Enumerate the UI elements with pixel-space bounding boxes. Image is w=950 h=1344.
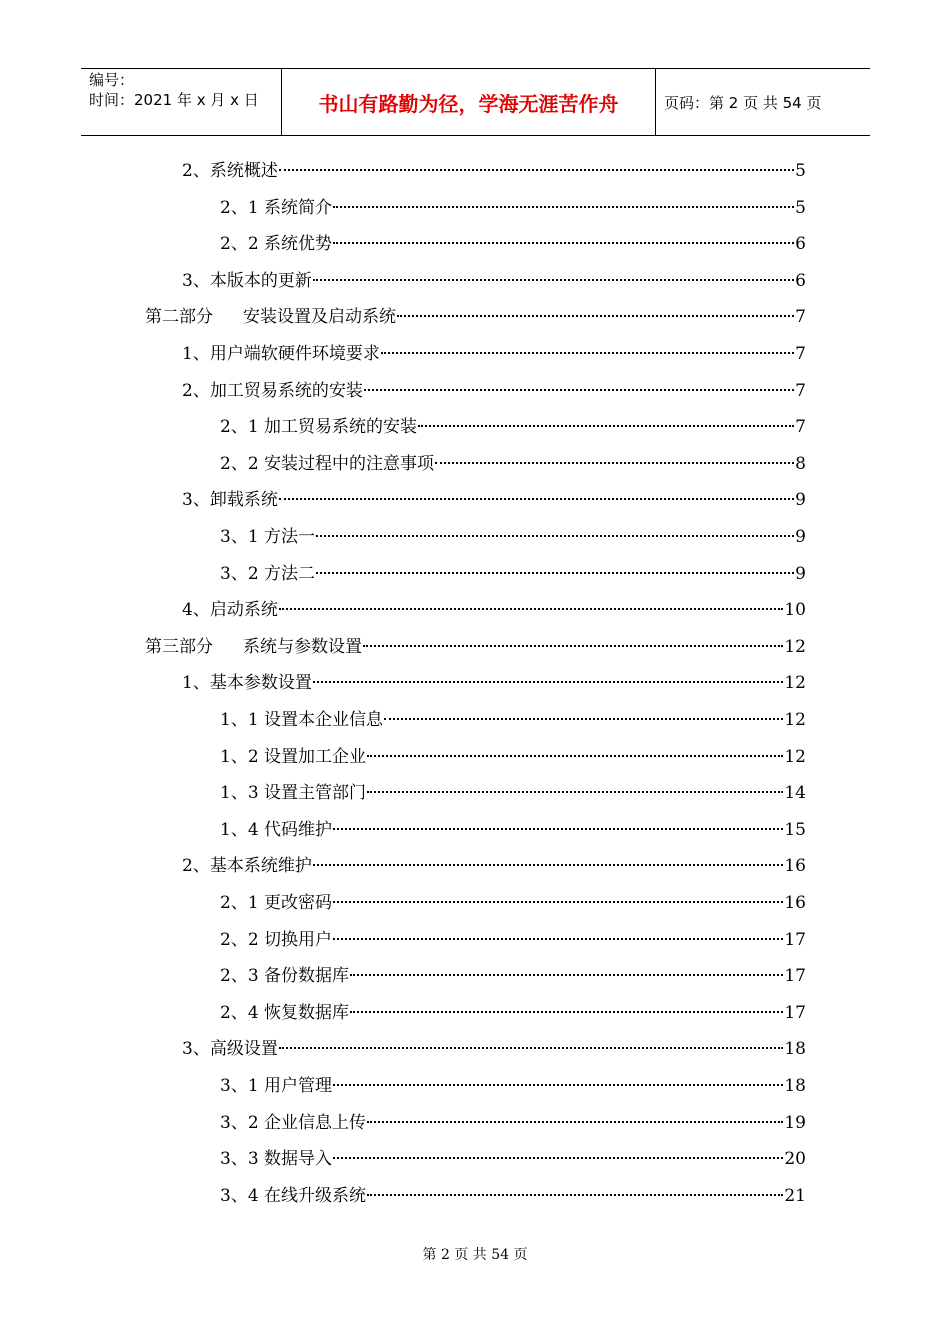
toc-entry-text: 系统与参数设置 <box>243 637 362 657</box>
toc-entry-label <box>220 453 434 475</box>
toc-dot-leader <box>350 964 783 976</box>
toc-entry-text: 2、2 切换用户 <box>220 930 333 950</box>
toc-dot-leader <box>313 854 784 866</box>
toc-page-number: 5 <box>795 161 806 181</box>
toc-entry-label <box>182 343 380 365</box>
toc-entry[interactable] <box>182 599 806 621</box>
toc-entry-label <box>220 197 332 219</box>
toc-dot-leader <box>333 891 783 903</box>
toc-page-number: 9 <box>795 490 806 510</box>
toc-entry-text: 2、4 恢复数据库 <box>220 1003 350 1023</box>
toc-dot-leader <box>279 159 794 171</box>
toc-part-label: 第二部分 <box>145 307 213 327</box>
toc-dot-leader <box>363 635 783 647</box>
toc-page-number: 10 <box>784 600 806 620</box>
toc-entry[interactable] <box>220 197 806 219</box>
toc-entry-text: 4、启动系统 <box>182 600 278 620</box>
toc-page-number: 7 <box>795 417 806 437</box>
toc-entry-text: 安装设置及启动系统 <box>243 307 396 327</box>
toc-page-number: 14 <box>784 783 806 803</box>
toc-entry-label <box>220 526 315 548</box>
page-footer: 第 2 页 共 54 页 <box>422 1247 528 1263</box>
toc-entry[interactable] <box>220 746 806 768</box>
toc-entry[interactable] <box>220 526 806 548</box>
toc-dot-leader <box>333 1074 783 1086</box>
toc-entry-text: 2、系统概述 <box>182 161 278 181</box>
toc-entry-label <box>220 819 332 841</box>
toc-entry-label <box>220 1075 332 1097</box>
toc-entry-text: 3、高级设置 <box>182 1039 278 1059</box>
toc-page-number: 5 <box>795 198 806 218</box>
toc-entry-label <box>220 929 332 951</box>
toc-entry[interactable] <box>220 782 806 804</box>
toc-entry[interactable] <box>182 855 806 877</box>
toc-entry-label <box>220 563 315 585</box>
toc-entry-text: 3、1 方法一 <box>220 527 316 547</box>
toc-part-label: 第三部分 <box>145 637 213 657</box>
toc-entry[interactable] <box>220 453 806 475</box>
document-time-label: 时间：2021 年 x 月 x 日 <box>89 91 259 109</box>
toc-entry-label <box>182 855 312 877</box>
toc-entry-text: 1、1 设置本企业信息 <box>220 710 384 730</box>
toc-page-number: 12 <box>784 637 806 657</box>
toc-entry[interactable] <box>220 563 806 585</box>
toc-page-number: 18 <box>784 1076 806 1096</box>
toc-entry[interactable] <box>182 1038 806 1060</box>
toc-entry-label <box>182 672 312 694</box>
toc-entry[interactable] <box>220 1185 806 1207</box>
toc-page-number: 8 <box>795 454 806 474</box>
toc-entry-label <box>145 636 362 658</box>
toc-entry-label <box>220 233 332 255</box>
toc-entry-label <box>182 1038 278 1060</box>
toc-entry[interactable] <box>182 343 806 365</box>
toc-entry-label <box>145 306 396 328</box>
toc-entry-text: 1、基本参数设置 <box>182 673 312 693</box>
toc-dot-leader <box>333 196 794 208</box>
toc-page-number: 19 <box>784 1113 806 1133</box>
toc-dot-leader <box>279 488 794 500</box>
toc-entry-text: 3、1 用户管理 <box>220 1076 333 1096</box>
toc-dot-leader <box>316 562 794 574</box>
toc-entry-text: 2、2 系统优势 <box>220 234 333 254</box>
toc-dot-leader <box>279 598 784 610</box>
toc-dot-leader <box>333 928 783 940</box>
toc-page-number: 21 <box>784 1186 806 1206</box>
toc-dot-leader <box>364 379 794 391</box>
toc-entry[interactable] <box>220 929 806 951</box>
toc-entry-text: 2、2 安装过程中的注意事项 <box>220 454 435 474</box>
toc-page-number: 7 <box>795 307 806 327</box>
toc-page-number: 20 <box>784 1149 806 1169</box>
toc-entry-text: 2、1 加工贸易系统的安装 <box>220 417 418 437</box>
toc-entry-label <box>220 965 349 987</box>
toc-entry[interactable] <box>182 270 806 292</box>
toc-entry-label <box>220 1002 349 1024</box>
toc-entry-text: 3、本版本的更新 <box>182 271 312 291</box>
header-motto: 书山有路勤为径，学海无涯苦作舟 <box>318 92 619 116</box>
toc-dot-leader <box>333 818 783 830</box>
toc-entry-text: 3、2 方法二 <box>220 564 316 584</box>
toc-entry-label <box>220 416 417 438</box>
toc-dot-leader <box>435 452 794 464</box>
header-motto-cell <box>282 69 656 135</box>
toc-entry[interactable] <box>182 489 806 511</box>
toc-entry[interactable] <box>182 160 806 182</box>
toc-page-number: 17 <box>784 930 806 950</box>
toc-dot-leader <box>333 232 794 244</box>
toc-dot-leader <box>333 1147 783 1159</box>
toc-page-number: 12 <box>784 673 806 693</box>
toc-entry[interactable] <box>182 672 806 694</box>
toc-dot-leader <box>367 1184 783 1196</box>
toc-page-number: 9 <box>795 564 806 584</box>
toc-entry-label <box>182 599 278 621</box>
toc-dot-leader <box>367 1111 783 1123</box>
toc-page-number: 6 <box>795 271 806 291</box>
toc-entry-label <box>182 160 278 182</box>
toc-entry-text: 1、3 设置主管部门 <box>220 783 367 803</box>
toc-entry[interactable] <box>220 1148 806 1170</box>
toc-entry-text: 1、用户端软硬件环境要求 <box>182 344 380 364</box>
toc-entry-text: 2、基本系统维护 <box>182 856 312 876</box>
header-page-cell <box>656 69 870 135</box>
toc-dot-leader <box>350 1001 783 1013</box>
header-meta-cell <box>81 69 282 135</box>
page-header <box>81 68 870 136</box>
toc-entry[interactable] <box>220 1075 806 1097</box>
toc-entry[interactable] <box>220 709 806 731</box>
toc-entry[interactable] <box>220 1112 806 1134</box>
toc-entry-text: 3、2 企业信息上传 <box>220 1113 367 1133</box>
toc-part-entry[interactable] <box>145 636 806 658</box>
toc-entry-text: 2、3 备份数据库 <box>220 966 350 986</box>
toc-entry-text: 2、1 更改密码 <box>220 893 333 913</box>
toc-page-number: 16 <box>784 856 806 876</box>
document-number-label: 编号： <box>89 71 135 89</box>
toc-dot-leader <box>367 781 783 793</box>
toc-entry[interactable] <box>220 965 806 987</box>
toc-entry-label <box>220 709 383 731</box>
toc-page-number: 15 <box>784 820 806 840</box>
toc-entry-label <box>182 489 278 511</box>
toc-entry[interactable] <box>220 1002 806 1024</box>
toc-dot-leader <box>313 269 794 281</box>
toc-entry-label <box>220 1112 366 1134</box>
toc-entry-text: 3、卸载系统 <box>182 490 278 510</box>
toc-dot-leader <box>316 525 794 537</box>
toc-dot-leader <box>397 305 794 317</box>
toc-dot-leader <box>313 671 784 683</box>
toc-page-number: 17 <box>784 1003 806 1023</box>
toc-page-number: 16 <box>784 893 806 913</box>
toc-entry[interactable] <box>182 380 806 402</box>
toc-part-entry[interactable] <box>145 306 806 328</box>
toc-page-number: 12 <box>784 710 806 730</box>
toc-page-number: 12 <box>784 747 806 767</box>
toc-entry-label <box>220 782 366 804</box>
toc-page-number: 6 <box>795 234 806 254</box>
toc-entry-label <box>220 892 332 914</box>
toc-entry-text: 2、1 系统简介 <box>220 198 333 218</box>
toc-entry[interactable] <box>220 416 806 438</box>
header-page-info: 页码：第 2 页 共 54 页 <box>664 94 822 112</box>
toc-page-number: 7 <box>795 381 806 401</box>
toc-entry-text: 3、3 数据导入 <box>220 1149 333 1169</box>
toc-page-number: 9 <box>795 527 806 547</box>
toc-entry-text: 1、2 设置加工企业 <box>220 747 367 767</box>
toc-page-number: 18 <box>784 1039 806 1059</box>
toc-entry[interactable] <box>220 819 806 841</box>
toc-entry-text: 2、加工贸易系统的安装 <box>182 381 363 401</box>
toc-entry-label <box>220 746 366 768</box>
toc-entry-text: 3、4 在线升级系统 <box>220 1186 367 1206</box>
toc-entry-label <box>182 270 312 292</box>
toc-dot-leader <box>384 708 783 720</box>
toc-entry-label <box>220 1148 332 1170</box>
toc-dot-leader <box>418 415 794 427</box>
toc-dot-leader <box>367 745 783 757</box>
toc-entry[interactable] <box>220 233 806 255</box>
toc-entry[interactable] <box>220 892 806 914</box>
toc-entry-text: 1、4 代码维护 <box>220 820 333 840</box>
toc-dot-leader <box>279 1037 784 1049</box>
toc-page-number: 7 <box>795 344 806 364</box>
toc-entry-label <box>182 380 363 402</box>
toc-dot-leader <box>381 342 794 354</box>
toc-entry-label <box>220 1185 366 1207</box>
toc-page-number: 17 <box>784 966 806 986</box>
